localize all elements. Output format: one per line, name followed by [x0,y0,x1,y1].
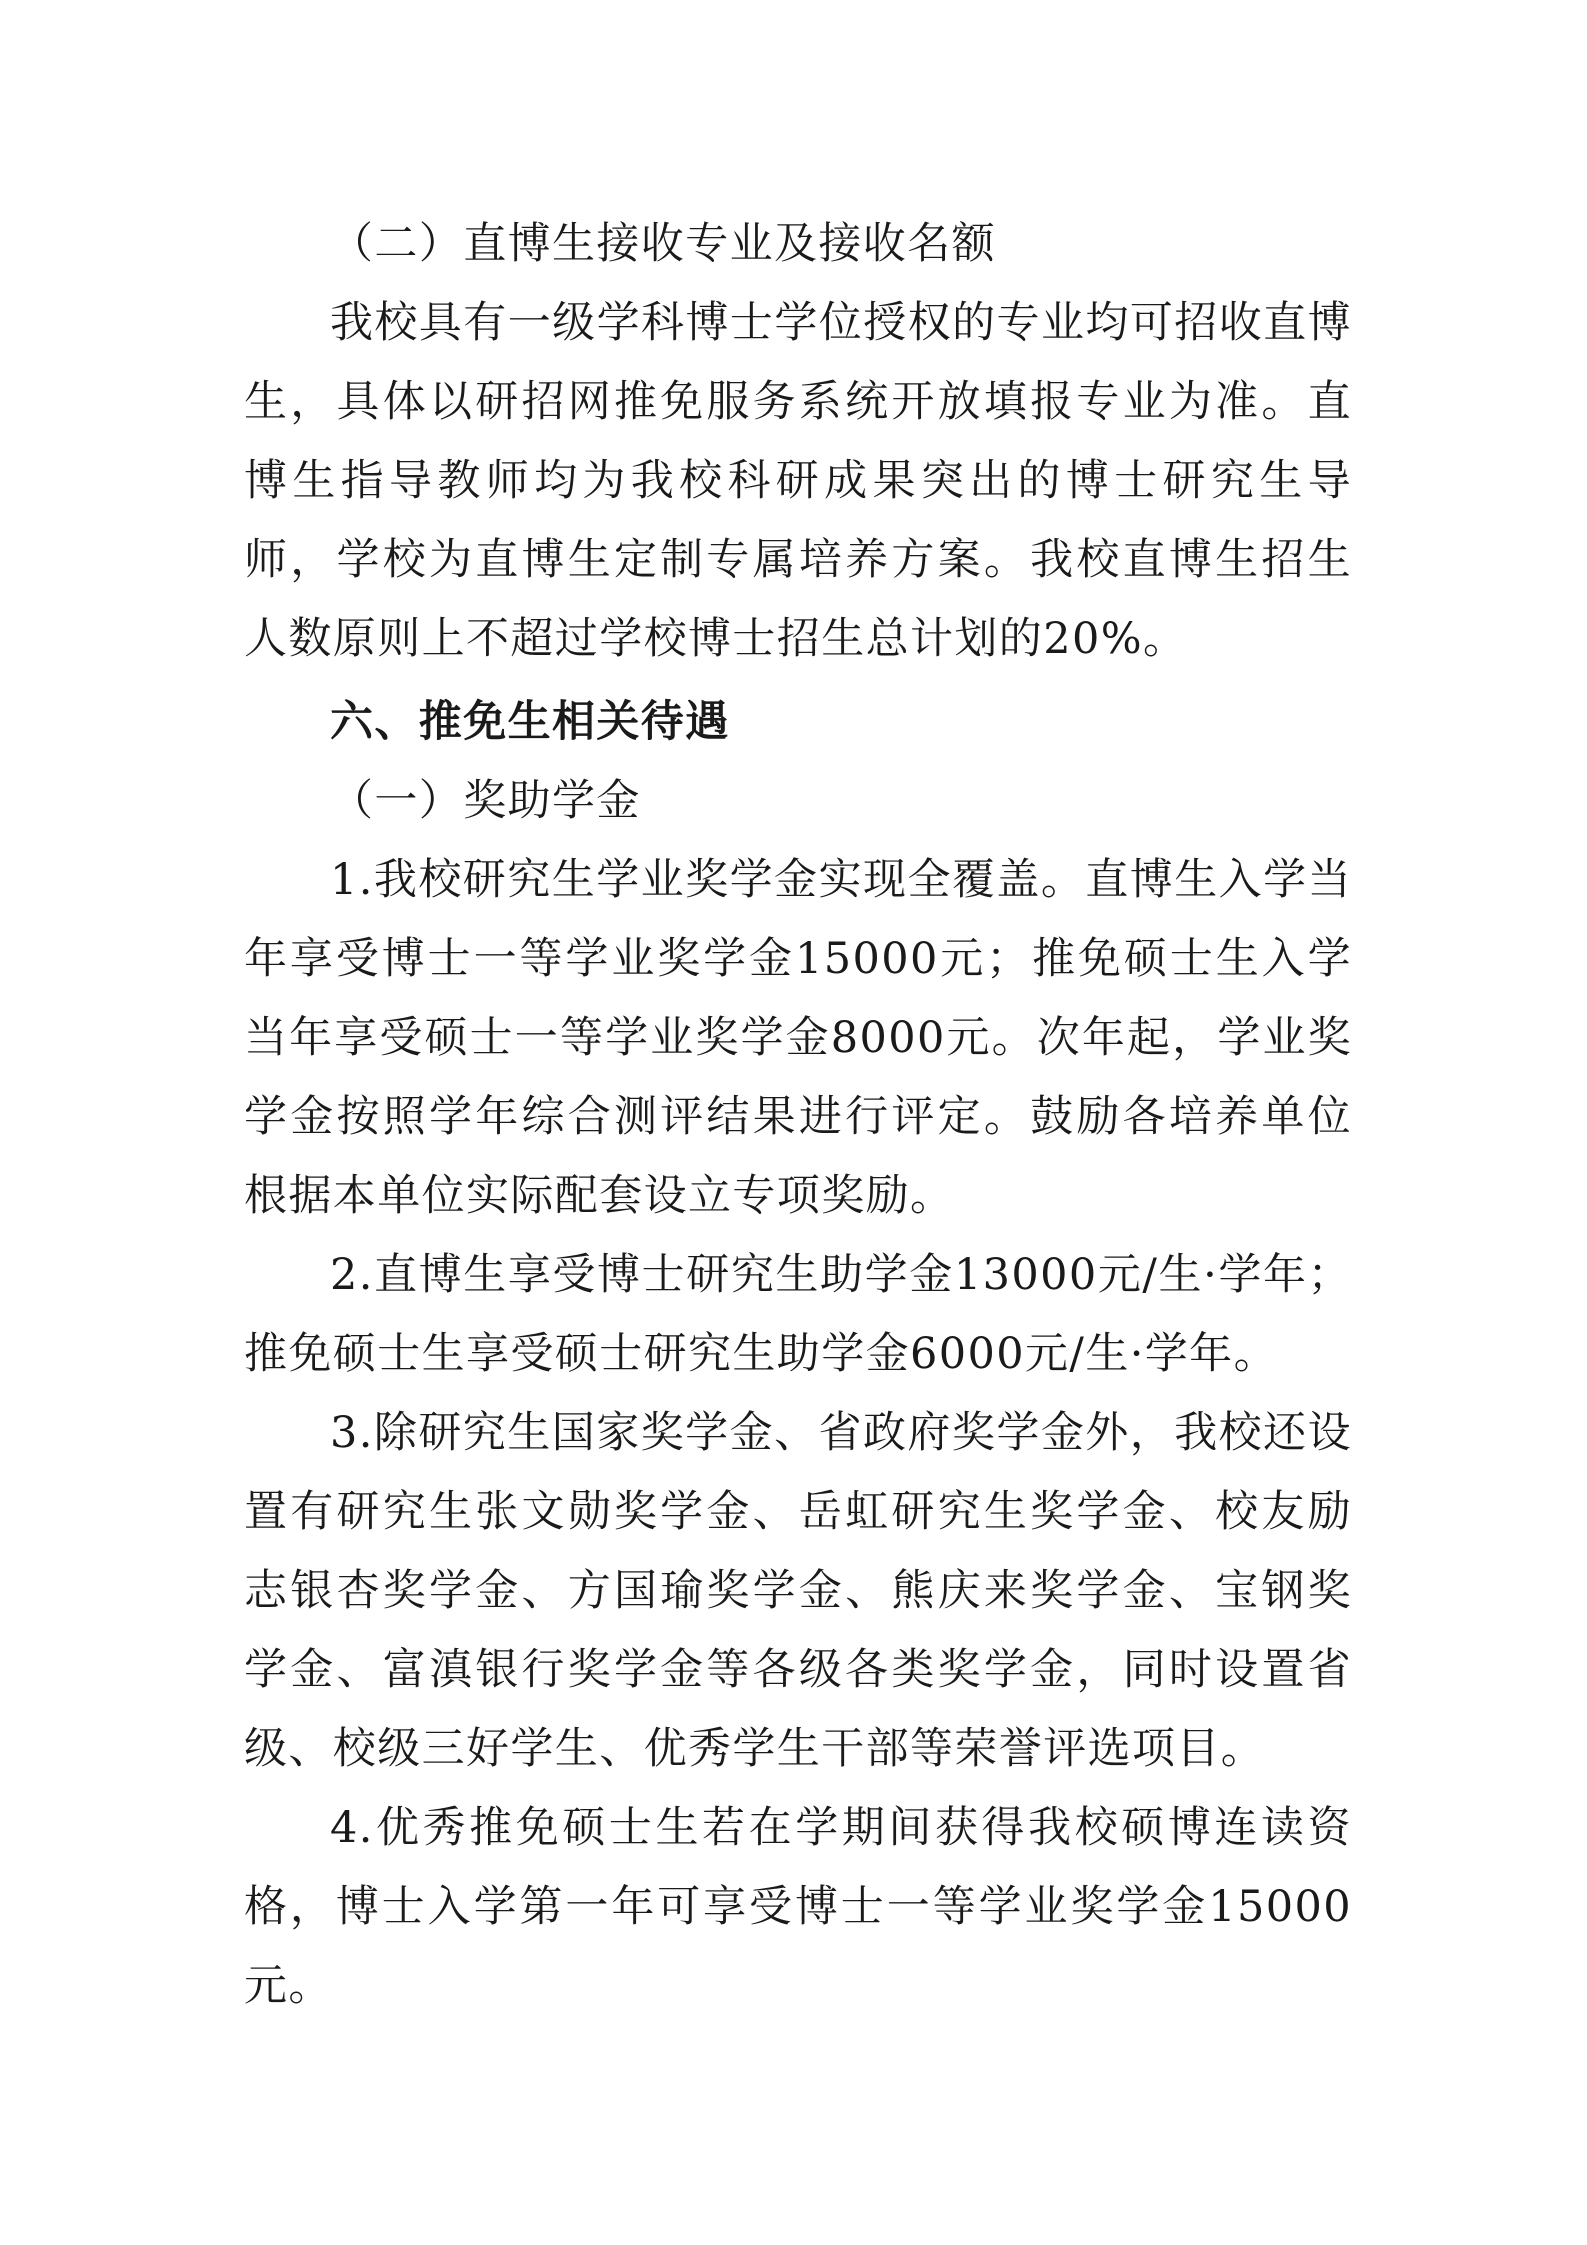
section-heading-benefits: 六、推免生相关待遇 [330,697,730,747]
paragraph-direct-phd: 我校具有一级学科博士学位授权的专业均可招收直博生，具体以研招网推免服务系统开放填报专业为准。直博生指导教师均为我校科研成果突出的博士研究生导师，学校为直博生定制专属培养方案。我校直博生招生人数原则上不超过学校博士招生总计划的20%。 [244,298,1352,664]
benefit-item-2: 2.直博生享受博士研究生助学金13000元/生·学年；推免硕士生享受硕士研究生助学金6000元/生·学年。 [244,1250,1352,1379]
section-title-direct-phd: （二）直博生接收专业及接收名额 [330,219,996,269]
subsection-title-scholarships: （一）奖助学金 [330,776,641,826]
benefit-item-4: 4.优秀推免硕士生若在学期间获得我校硕博连读资格，博士入学第一年可享受博士一等学业奖学金15000元。 [244,1803,1352,2011]
document-body [244,205,1352,2026]
benefit-item-1: 1.我校研究生学业奖学金实现全覆盖。直博生入学当年享受博士一等学业奖学金15000元；推免硕士生入学当年享受硕士一等学业奖学金8000元。次年起，学业奖学金按照学年综合测评结果进行评定。鼓励各培养单位根据本单位实际配套设立专项奖励。 [244,855,1352,1221]
benefit-item-3: 3.除研究生国家奖学金、省政府奖学金外，我校还设置有研究生张文勋奖学金、岳虹研究生奖学金、校友励志银杏奖学金、方国瑜奖学金、熊庆来奖学金、宝钢奖学金、富滇银行奖学金等各级各类奖学金，同时设置省级、校级三好学生、优秀学生干部等荣誉评选项目。 [244,1408,1352,1774]
